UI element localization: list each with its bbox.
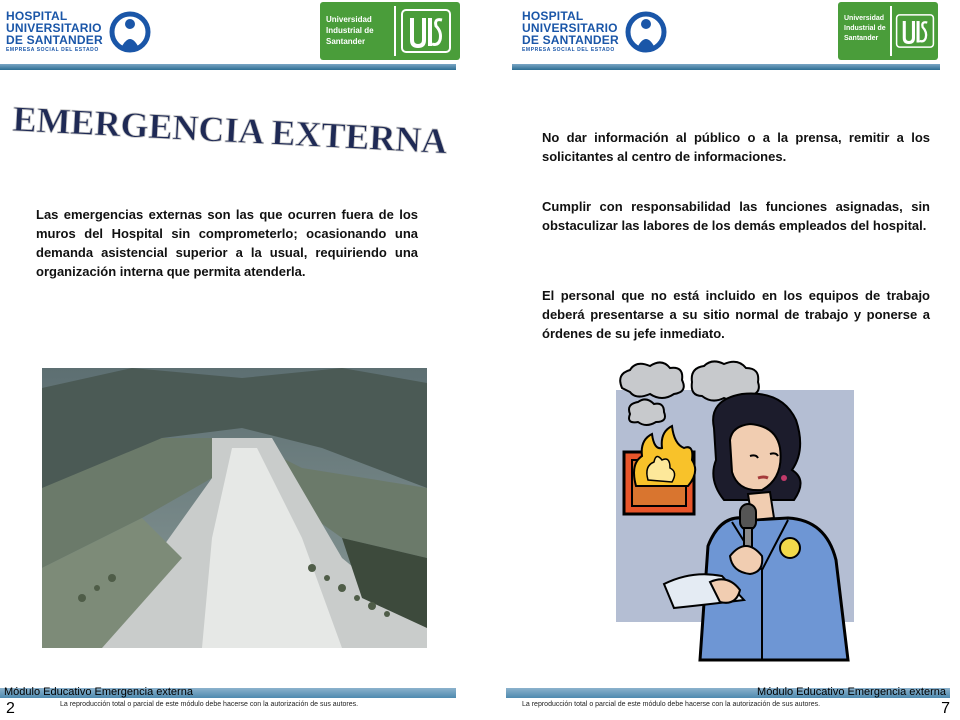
university-logo-line2: Industrial de [844,25,886,32]
landslide-photo [42,368,427,648]
footer-title: Módulo Educativo Emergencia externa [757,686,946,698]
uis-emblem-icon [890,6,938,56]
intro-paragraph: Las emergencias externas son las que ocurren fuera de los muros del Hospital sin comprometerlo; ocasionando una demanda asistencial superior a la usual, requiriendo una organización interna que permita atenderla. [36,207,418,279]
instruction-paragraph-1: No dar información al público o a la prensa, remitir a los solicitantes al centro de informaciones. [542,130,930,164]
university-logo-line3: Santander [844,35,879,42]
header-bar [0,64,456,70]
university-logo [320,2,460,60]
page-number: 7 [941,700,950,717]
university-logo-line1: Universidad [326,15,372,24]
hospital-logo [522,6,662,60]
hospital-logo [6,6,146,60]
university-logo-line1: Universidad [844,15,885,22]
hospital-logo-line2: UNIVERSITARIO [522,21,618,35]
university-logo-line3: Santander [326,37,366,46]
university-logo [838,2,938,60]
hospital-logo-line3: DE SANTANDER [6,33,103,47]
university-logo-line2: Industrial de [326,26,374,35]
copyright-notice: La reproducción total o parcial de este módulo debe hacerse con la autorización de sus autores. [522,701,821,708]
instruction-paragraph-3: El personal que no está incluido en los equipos de trabajo deberá presentarse a su sitio normal de trabajo y ponerse a órdenes de su jefe inmediato. [542,288,930,341]
hospital-emblem-icon [110,8,150,56]
instruction-paragraph-2: Cumplir con responsabilidad las funciones asignadas, sin obstaculizar las labores de los demás empleados del hospital. [542,199,930,233]
hospital-logo-tagline: EMPRESA SOCIAL DEL ESTADO [522,47,615,53]
hospital-logo-line3: DE SANTANDER [522,33,619,47]
uis-emblem-icon [394,6,456,56]
header-bar [512,64,940,70]
page-title [11,98,449,162]
hospital-logo-line1: HOSPITAL [6,9,68,23]
hospital-logo-line2: UNIVERSITARIO [6,21,102,35]
hospital-logo-tagline: EMPRESA SOCIAL DEL ESTADO [6,47,99,53]
copyright-notice: La reproducción total o parcial de este módulo debe hacerse con la autorización de sus autores. [60,701,359,708]
hospital-emblem-icon [626,8,666,56]
reporter-clipart [612,360,872,670]
footer-title: Módulo Educativo Emergencia externa [4,686,193,698]
hospital-logo-line1: HOSPITAL [522,9,584,23]
svg-text:EMERGENCIA EXTERNA: EMERGENCIA EXTERNA [11,98,449,162]
page-number: 2 [6,700,15,717]
